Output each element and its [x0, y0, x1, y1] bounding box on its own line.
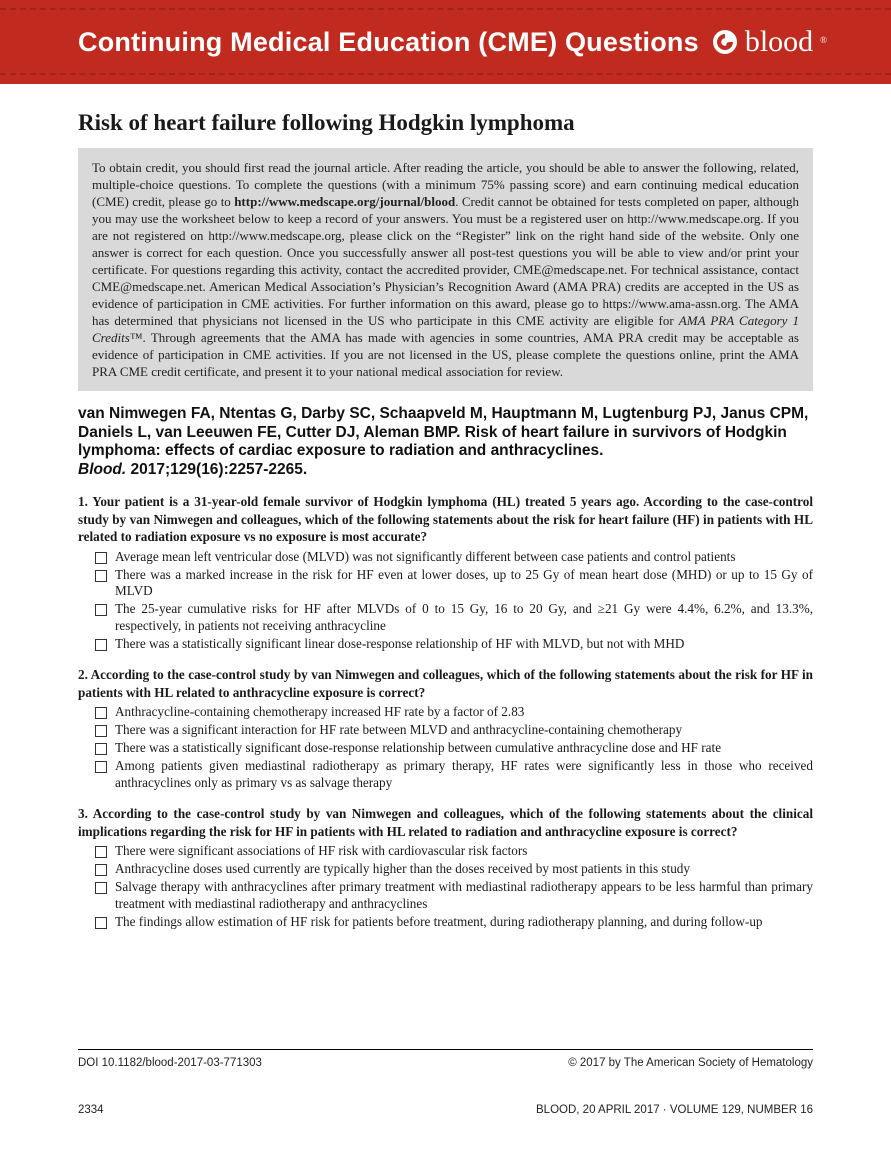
doi-text: DOI 10.1182/blood-2017-03-771303	[78, 1057, 262, 1069]
answer-checkbox[interactable]	[95, 846, 107, 858]
article-title: Risk of heart failure following Hodgkin lymphoma	[78, 110, 575, 135]
question-3-option-c	[95, 879, 813, 912]
copyright-text: © 2017 by The American Society of Hematology	[568, 1057, 813, 1069]
option-text: The 25-year cumulative risks for HF after MLVDs of 0 to 15 Gy, 16 to 20 Gy, and ≥21 Gy were 4.4%, 6.2%, and 13.3%, respectively, in patients not receiving anthracycline	[115, 601, 813, 633]
banner-title: Continuing Medical Education (CME) Questions	[78, 26, 699, 57]
banner-dash-bottom	[0, 73, 891, 75]
page-content	[0, 110, 891, 930]
option-text: There were significant associations of HF risk with cardiovascular risk factors	[115, 843, 528, 858]
question-3-option-b	[95, 861, 813, 878]
option-text: Anthracycline doses used currently are typically higher than the doses received by most patients in this study	[115, 861, 690, 876]
doi-row	[78, 1057, 813, 1069]
question-1	[78, 493, 813, 652]
question-2-option-a	[95, 704, 813, 721]
option-text: The findings allow estimation of HF risk for patients before treatment, during radiotherapy planning, and during follow-up	[115, 913, 763, 929]
answer-checkbox[interactable]	[95, 882, 107, 894]
answer-checkbox[interactable]	[95, 639, 107, 651]
question-2-option-b	[95, 722, 813, 739]
citation-journal-name: Blood.	[78, 460, 127, 478]
option-text: There was a statistically significant dose-response relationship between cumulative anthracycline dose and HF rate	[115, 740, 722, 755]
citation-reference: 2017;129(16):2257-2265.	[126, 460, 308, 478]
question-2-option-d	[95, 758, 813, 791]
instructions-segment: . Credit cannot be obtained for tests completed on paper, although you may use the worksheet below to keep a record of your answers. You must be a registered user on http://www.medscape.org. If you are not registered on http://www.medscape.org, please click on the “Register” link on the right hand side of the website. Only one answer is correct for each question. Once you successfully answer all post-test questions you will be able to view and/or print your certificate. For questions regarding this activity, contact the accredited provider, CME@medscape.net. For technical assistance, contact CME@medscape.net. American Medical Association’s Physician’s Recognition Award (AMA PRA) credits are accepted in the US as evidence of participation in CME activities. For further information on this award, please go to https://www.ama-assn.org. The AMA has determined that physicians not licensed in the US who participate in this CME activity are eligible for	[92, 194, 800, 328]
answer-checkbox[interactable]	[95, 743, 107, 755]
question-2-stem: 2. According to the case-control study by van Nimwegen and colleagues, which of the following statements about the risk for HF in patients with HL related to anthracycline exposure is correct?	[78, 667, 813, 700]
question-3-option-d	[95, 914, 813, 931]
citation	[78, 405, 813, 479]
answer-checkbox[interactable]	[95, 707, 107, 719]
question-1-stem: 1. Your patient is a 31-year-old female survivor of Hodgkin lymphoma (HL) treated 5 years ago. According to the case-control study by van Nimwegen and colleagues, which of the following statements about the risk for heart failure (HF) in patients with HL related to radiation exposure vs no exposure is most accurate?	[78, 494, 813, 544]
question-3	[78, 805, 813, 930]
blood-logo	[712, 27, 827, 57]
answer-checkbox[interactable]	[95, 761, 107, 773]
question-3-option-a	[95, 843, 813, 860]
option-text: Among patients given mediastinal radiotherapy as primary therapy, HF rates were significantly less in those who received anthracyclines only as primary vs as salvage therapy	[115, 758, 813, 790]
option-text: There was a marked increase in the risk for HF even at lower doses, up to 25 Gy of mean heart dose (MHD) or up to 15 Gy of MLVD	[115, 566, 813, 598]
page-footer	[78, 1104, 813, 1116]
question-1-options	[95, 549, 813, 653]
question-1-option-a	[95, 549, 813, 566]
page-number: 2334	[78, 1104, 104, 1116]
cme-banner	[0, 0, 891, 84]
banner-dash-top	[0, 8, 891, 10]
ama-pra-credits-phrase: AMA PRA Category 1 Credits	[92, 313, 799, 345]
answer-checkbox[interactable]	[95, 570, 107, 582]
option-text: There was a significant interaction for HF rate between MLVD and anthracycline-containing chemotherapy	[115, 722, 683, 737]
instructions-segment: To obtain credit, you should first read the journal article. After reading the article, you should be able to answer the following, related, multiple-choice questions. To complete the questions (with a minimum 75% passing score) and earn continuing medical education (CME) credit, please go to	[92, 160, 799, 209]
option-text: Anthracycline-containing chemotherapy increased HF rate by a factor of 2.83	[115, 704, 525, 719]
option-text: Average mean left ventricular dose (MLVD) was not significantly different between case patients and control patients	[115, 548, 736, 564]
option-text: There was a statistically significant linear dose-response relationship of HF with MLVD, but not with MHD	[115, 635, 685, 651]
question-1-option-d	[95, 636, 813, 653]
question-1-option-b	[95, 567, 813, 600]
answer-checkbox[interactable]	[95, 864, 107, 876]
instructions-text	[92, 159, 799, 380]
registered-mark: ®	[820, 35, 827, 45]
instructions-segment: ™. Through agreements that the AMA has made with agencies in some countries, AMA PRA credit may be acceptable as evidence of participation in CME activities. If you are not licensed in the US, please complete the questions online, print the AMA PRA CME credit certificate, and present it to your national medical association for review.	[92, 330, 799, 379]
option-text: Salvage therapy with anthracyclines after primary treatment with mediastinal radiotherapy appears to be less harmful than primary treatment with mediastinal radiotherapy and anthracyclines	[115, 879, 813, 911]
instructions-box	[78, 148, 813, 391]
journal-info: BLOOD, 20 APRIL 2017 · VOLUME 129, NUMBER 16	[536, 1104, 813, 1116]
question-2	[78, 666, 813, 791]
question-1-option-c	[95, 601, 813, 634]
question-2-option-c	[95, 740, 813, 757]
answer-checkbox[interactable]	[95, 552, 107, 564]
citation-authors-title: van Nimwegen FA, Ntentas G, Darby SC, Schaapveld M, Hauptmann M, Lugtenburg PJ, Janus CPM, Daniels L, van Leeuwen FE, Cutter DJ, Aleman BMP. Risk of heart failure in survivors of Hodgkin lymphoma: effects of cardiac exposure to radiation and anthracyclines.	[78, 405, 809, 459]
question-3-stem: 3. According to the case-control study by van Nimwegen and colleagues, which of the following statements about the clinical implications regarding the risk for HF in patients with HL related to radiation and anthracycline exposure is correct?	[78, 806, 813, 839]
medscape-journal-url: http://www.medscape.org/journal/blood	[234, 194, 456, 209]
question-3-options	[95, 843, 813, 930]
answer-checkbox[interactable]	[95, 725, 107, 737]
answer-checkbox[interactable]	[95, 917, 107, 929]
blood-cells-icon	[712, 29, 738, 55]
blood-logo-text: blood	[744, 25, 814, 58]
question-2-options	[95, 704, 813, 791]
answer-checkbox[interactable]	[95, 604, 107, 616]
footer-divider	[78, 1049, 813, 1050]
